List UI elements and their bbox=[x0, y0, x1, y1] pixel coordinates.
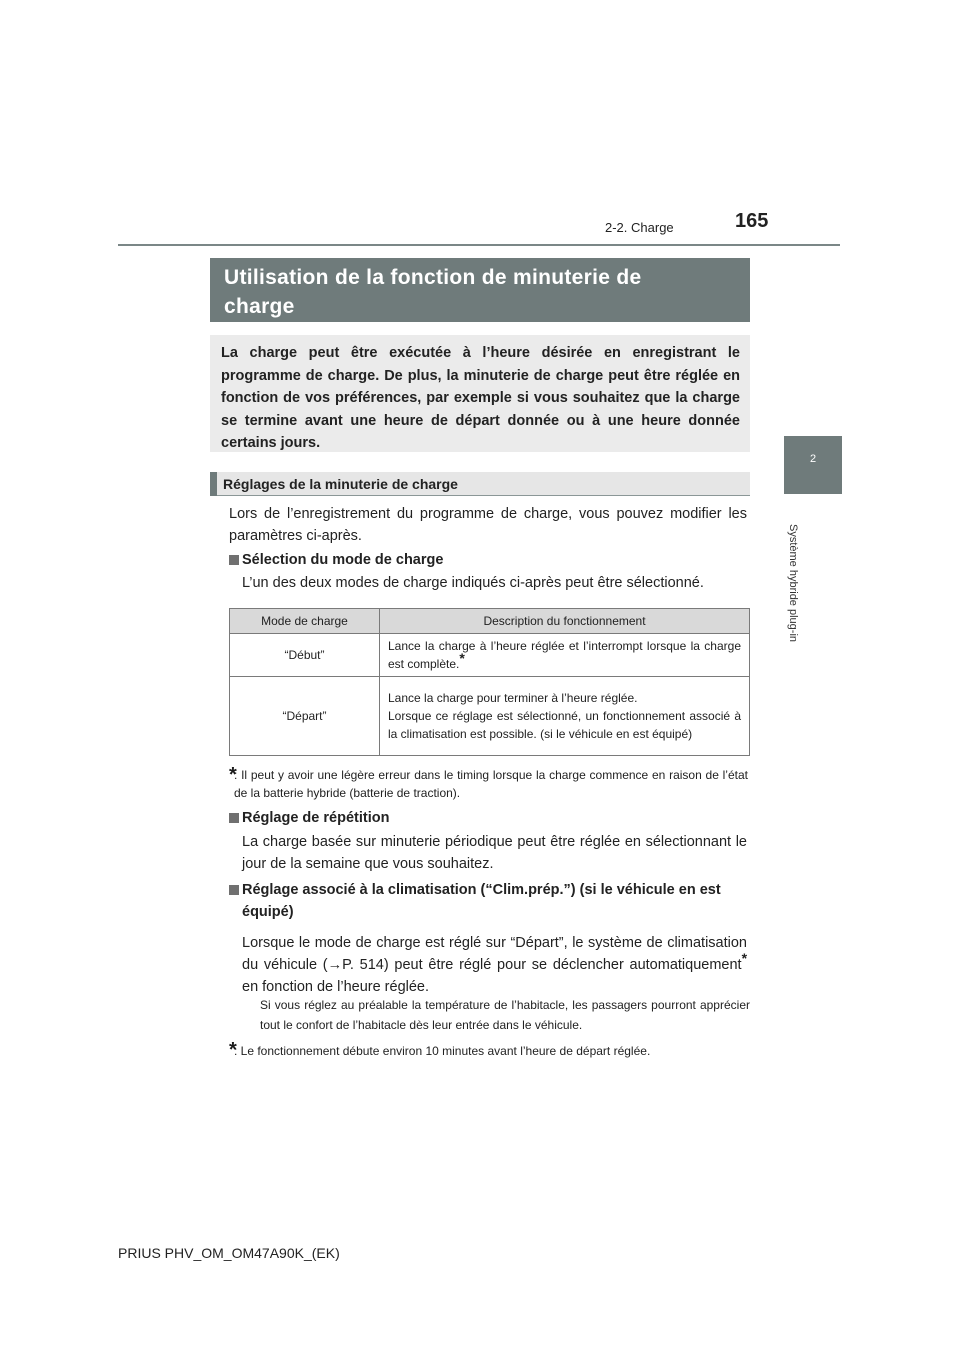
arrow-icon: → bbox=[327, 957, 343, 973]
footnote2-mark: * bbox=[229, 1039, 237, 1061]
table-cell-mode: “Départ” bbox=[230, 677, 380, 756]
bullet3-text-part1: Lorsque le mode de charge est réglé sur “Départ”, le système de climatisation du véhicule ( bbox=[242, 935, 747, 973]
bullet1-text: L’un des deux modes de charge indiqués ci-après peut être sélectionné. bbox=[242, 575, 704, 591]
table-row bbox=[230, 634, 750, 677]
description-line: Lorsque ce réglage est sélectionné, un fonctionnement associé à la climatisation est possible. (si le véhicule en est équipé) bbox=[388, 709, 741, 741]
bullet-square-icon bbox=[229, 813, 239, 823]
summary-box: La charge peut être exécutée à l’heure désirée en enregistrant le programme de charge. De plus, la minuterie de charge peut être réglée en fonction de vos préférences, par exemple si vous souhaitez que la charge se termine avant une heure de départ donnée ou à une heure donnée certains jours. bbox=[210, 335, 750, 452]
footnote2-text: : Le fonctionnement débute environ 10 minutes avant l’heure de départ réglée. bbox=[234, 1044, 651, 1058]
bullet3-text bbox=[242, 932, 747, 998]
table-header-cell: Description du fonctionnement bbox=[380, 609, 750, 634]
bullet-square-icon bbox=[229, 885, 239, 895]
bullet-square-icon bbox=[229, 555, 239, 565]
table-cell-description bbox=[380, 677, 750, 756]
bullet3-heading: Réglage associé à la climatisation (“Clim.prép.”) (si le véhicule en est équipé) bbox=[242, 882, 721, 920]
description-line: Lance la charge pour terminer à l’heure réglée. bbox=[388, 691, 638, 705]
page-number: 165 bbox=[735, 210, 769, 232]
table-cell-description bbox=[380, 634, 750, 677]
table-header-cell: Mode de charge bbox=[230, 609, 380, 634]
page-reference-link[interactable]: P. 514) peut être réglé pour se déclencher automatiquement bbox=[342, 957, 742, 973]
document-code: PRIUS PHV_OM_OM47A90K_(EK) bbox=[118, 1245, 340, 1261]
section-label: 2-2. Charge bbox=[605, 220, 674, 235]
charge-mode-table bbox=[229, 608, 750, 756]
intro-paragraph: Lors de l’enregistrement du programme de charge, vous pouvez modifier les paramètres ci-après. bbox=[229, 506, 747, 544]
table-row bbox=[230, 677, 750, 756]
header-rule bbox=[118, 244, 840, 246]
bullet2-text: La charge basée sur minuterie périodique peut être réglée en sélectionnant le jour de la semaine que vous souhaitez. bbox=[242, 834, 747, 872]
table-cell-mode: “Début” bbox=[230, 634, 380, 677]
subsection-title: Réglages de la minuterie de charge bbox=[223, 476, 458, 492]
page-title bbox=[210, 258, 750, 322]
bullet1-heading: Sélection du mode de charge bbox=[242, 552, 444, 568]
chapter-tab bbox=[784, 436, 842, 494]
page-title-line2: charge bbox=[224, 295, 295, 318]
footnote-mark: * bbox=[459, 650, 465, 666]
footnote1-mark: * bbox=[229, 764, 237, 786]
chapter-number: 2 bbox=[809, 453, 817, 465]
chapter-title: Système hybride plug-in bbox=[787, 524, 799, 643]
bullet3-text-part3: en fonction de l’heure réglée. bbox=[242, 979, 430, 995]
footnote1-text: : Il peut y avoir une légère erreur dans le timing lorsque la charge commence en raison de l’état de la batterie hybride (batterie de traction). bbox=[234, 768, 748, 800]
table-header-row bbox=[230, 609, 750, 634]
subsection-accent bbox=[210, 472, 217, 496]
bullet2-heading: Réglage de répétition bbox=[242, 810, 390, 826]
footnote-mark: * bbox=[741, 950, 748, 967]
description-text: Lance la charge à l’heure réglée et l’interrompt lorsque la charge est complète. bbox=[388, 639, 741, 671]
bullet3-note: Si vous réglez au préalable la température de l’habitacle, les passagers pourront apprécier tout le confort de l’habitacle dès leur entrée dans le véhicule. bbox=[260, 998, 750, 1032]
page-title-line1: Utilisation de la fonction de minuterie de bbox=[224, 266, 642, 289]
